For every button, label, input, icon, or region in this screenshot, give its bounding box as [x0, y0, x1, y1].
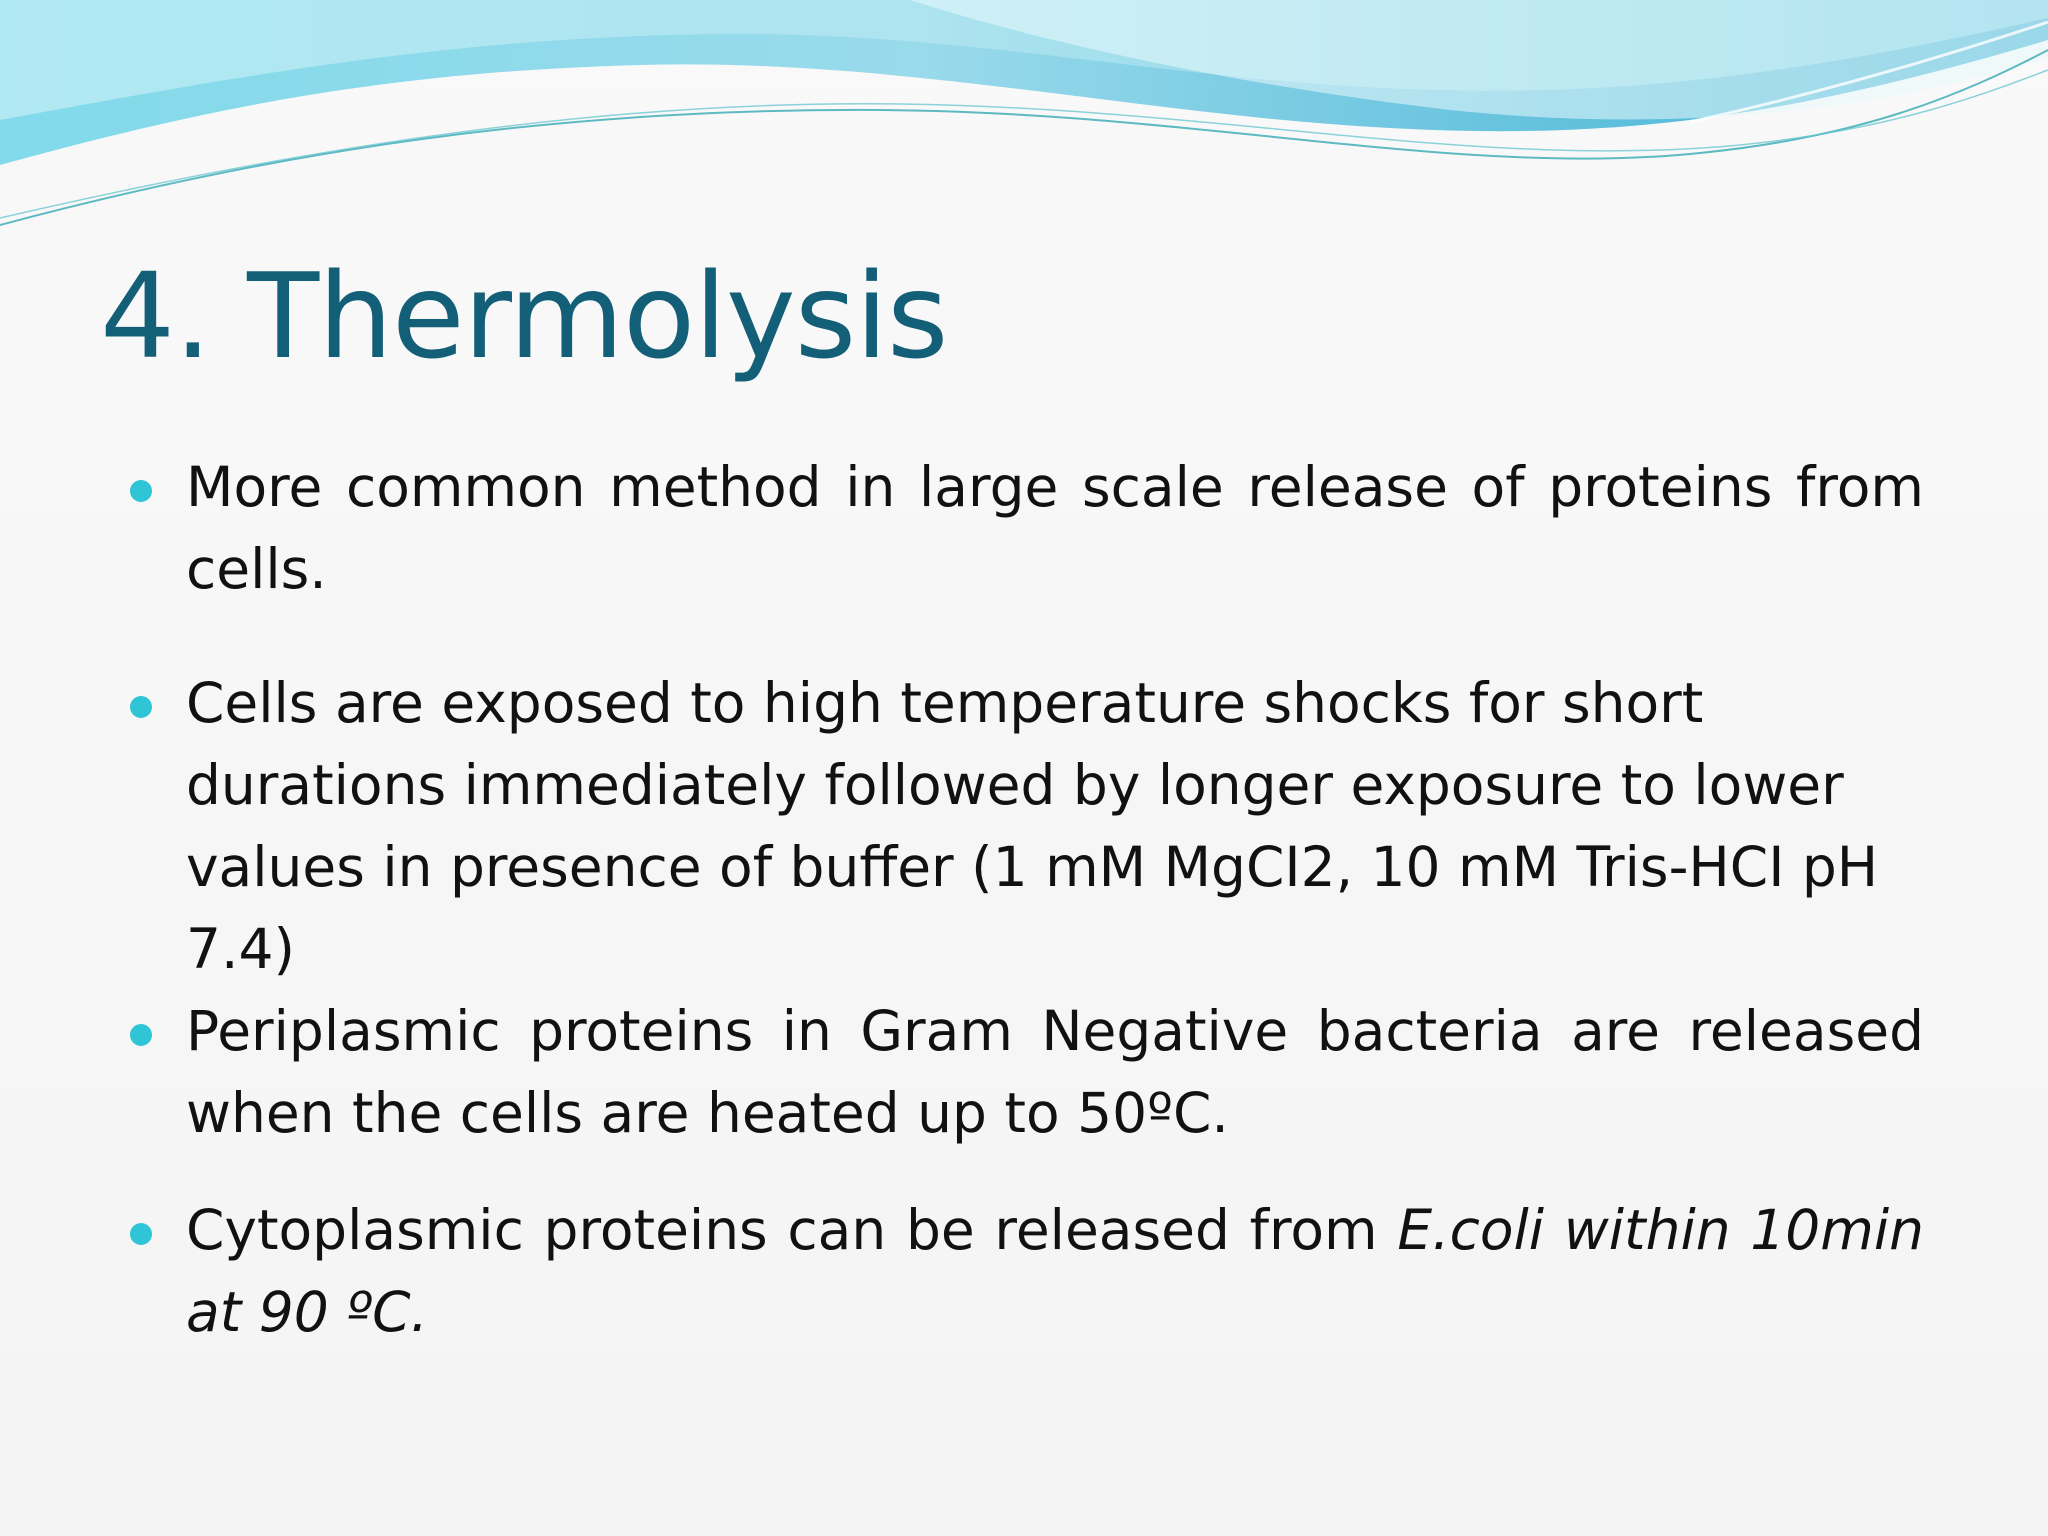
bullet-text-italic: E.coli within 10min at 90 ºC. — [186, 1198, 1925, 1344]
bullet-icon — [130, 480, 152, 502]
slide-title: 4. Thermolysis — [100, 247, 948, 385]
bullet-item — [128, 1189, 1924, 1353]
bullet-list — [128, 446, 1924, 1353]
bullet-icon — [130, 1223, 152, 1245]
bullet-item — [128, 662, 1924, 990]
bullet-item — [128, 990, 1924, 1154]
bullet-text: Cells are exposed to high temperature shocks for short durations immediately followed by longer exposure to lower values in presence of buffer (1 mM MgCI2, 10 mM Tris-HCI pH 7.4) — [186, 671, 1879, 981]
header-wave-decoration — [0, 0, 2048, 240]
bullet-item — [128, 446, 1924, 610]
bullet-icon — [130, 1024, 152, 1046]
bullet-text: More common method in large scale release of proteins from cells. — [186, 455, 1924, 601]
bullet-text: Periplasmic proteins in Gram Negative bacteria are released when the cells are heated up to 50ºC. — [186, 999, 1924, 1145]
bullet-text-regular: Cytoplasmic proteins can be released from — [186, 1198, 1398, 1262]
bullet-icon — [130, 696, 152, 718]
